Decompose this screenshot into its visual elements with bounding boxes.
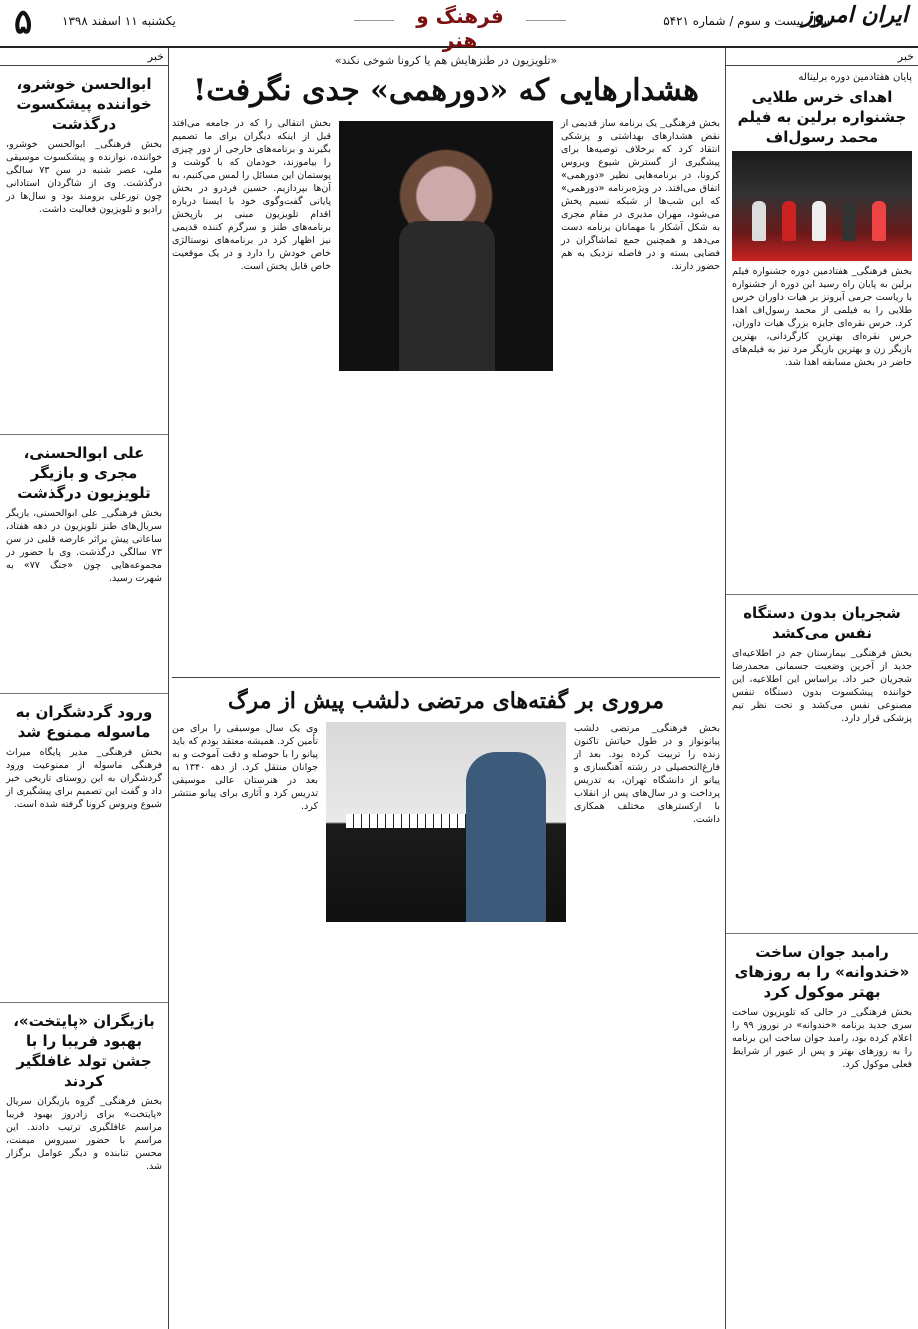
lead-kicker: «تلویزیون در طنزها‌یش هم یا کرونا شوخی نکند» — [334, 54, 558, 67]
story-shajarian — [726, 595, 918, 934]
pianist-figure — [466, 752, 546, 922]
story-title: علی ابوالحسنی، مجری و بازیگر تلویزیون درگذشت — [17, 444, 151, 502]
story-body: بخش فرهنگی_ مدیر پایگاه میراث فرهنگی ماسوله از ممنوعیت ورود گردشگران به این روستای تاریخی خبر داد و گفت این تصمیم برای پیشگیری از شیوع ویروس کرونا گرفته شده است. — [6, 747, 162, 810]
issue-date: یکشنبه ۱۱ اسفند ۱۳۹۸ — [62, 14, 176, 28]
second-article — [172, 722, 720, 1282]
lead-photo-wrap — [339, 117, 553, 677]
section-title: فرهنگ و هنر — [400, 4, 520, 36]
page-number: ۵ — [14, 2, 33, 42]
story-body: بخش فرهنگی_ گروه بازیگران سریال «پایتخت» برای زادروز بهبود فریبا مراسم غافلگیری ترتیب دادند. این مراسم با حضور سیروس میمنت، محسن تنابنده و دیگر عوامل برگزار شد. — [6, 1096, 162, 1172]
story-body: بخش فرهنگی_ علی ابوالحسنی، بازیگر سریال‌های طنز تلویزیون در دهه هفتاد، ساعاتی پیش براثر عارضه قلبی در سن ۷۳ سالگی درگذشت. وی با حضور در مجموعه‌هایی چون «جنگ ۷۷» به شهرت رسید. — [6, 508, 162, 584]
story-title: اهدای خرس طلایی جشنواره برلین به فیلم محمد رسول‌اف — [737, 88, 907, 146]
center-column — [172, 48, 720, 1329]
story-body: بخش فرهنگی_ در حالی که تلویزیون ساخت سری جدید برنامه «خندوانه» در نوروز ۹۹ را اعلام کرده بود، رامبد جوان ساخت این برنامه را به روزهای بهتر و پس از عبور از شرایط فعلی موکول کرد. — [732, 1007, 912, 1070]
presenter-photo — [339, 121, 553, 371]
story-body: بخش فرهنگی_ بیمارستان جم در اطلاعیه‌ای جدید از آخرین وضعیت جسمانی محمدرضا شجریان خبر داد. براساس این اطلاعیه، این خواننده پیشکسوت بدون دستگاه تنفس مصنوعی نفس می‌کشد و تحت نظر تیم پزشکی قرار دارد. — [732, 648, 912, 724]
story-paytakht — [0, 1003, 168, 1329]
story-khoshro — [0, 66, 168, 435]
newspaper-logo: ایران امروز — [802, 2, 908, 28]
festival-photo — [732, 151, 912, 261]
second-body-1: بخش فرهنگی_ مرتضی دلشب پیانونواز و در طول حیاتش تاکنون زنده را تربیت کرده بود. بعد از فارغ‌التحصیلی در رشته آهنگسازی و پیانو از دانشگاه تهران، به تدریس پرداخت و در سال‌های پس از انقلاب با ارکسترهای مختلف همکاری داشت. — [574, 723, 720, 825]
story-masuleh — [0, 694, 168, 1003]
story-title: رامبد جوان ساخت «خندوانه» را به روزهای بهتر موکول کرد — [734, 943, 910, 1001]
lead-article — [172, 117, 720, 677]
story-body: بخش فرهنگی_ ابوالحسن خوشرو، خواننده، نوازنده و پیشکسوت موسیقی ملی، عصر شنبه در سن ۷۳ سالگی درگذشت. وی از شاگردان استادانی چون نورعلی برومند بود و سال‌ها در رادیو و تلویزیون فعالیت داشت. — [6, 139, 162, 215]
story-subhead: پایان هفتادمین دوره برلیناله — [798, 72, 912, 83]
story-title: ابوالحسن خوشرو، خواننده پیشکسوت درگذشت — [16, 75, 152, 133]
column-label: خبر — [0, 48, 168, 66]
column-label: خبر — [726, 48, 918, 66]
story-title: شجریان بدون دستگاه نفس می‌کشد — [743, 604, 901, 642]
second-headline: مروری بر گفته‌های مرتضی دلشب پیش از مرگ — [227, 688, 665, 714]
story-abolhasani — [0, 435, 168, 694]
right-column — [725, 48, 918, 1329]
divider — [172, 677, 720, 678]
second-body-2: وی یک سال موسیقی را برای من تأمین کرد. همیشه معتقد بودم که باید پیانو را با حوصله و دقت آموخت و به جوانان منتقل کرد. از دهه ۱۳۴۰ به بعد در هنرستان عالی موسیقی تدریس کرد و آثاری برای پیانو منتشر کرد. — [172, 723, 318, 812]
lead-body-1: بخش فرهنگی_ یک برنامه ساز قدیمی از نقض هشدارهای بهداشتی و پزشکی انتقاد کرد که برخلاف توصیه‌ها برای پیشگیری از گسترش شیوع ویروس کرونا، در برنامه‌هایی نظیر «دورهمی» اتفاق می‌افتد. در ویژه‌برنامه «دورهمی» که این شب‌ها از شبکه نسیم پخش می‌شود، مهران مدیری در مقام مجری به شکل آشکار با مهمانان برنامه دست می‌دهد و همچنین جمع تماشاگران در فضایی بسته و در فاصله نزدیک به هم حضور دارند. — [561, 118, 720, 272]
story-body: بخش فرهنگی_ هفتادمین دوره جشنواره فیلم برلین به پایان راه رسید این دوره از جشنواره با ریاست جرمی آیرونز بر هیات داوران خرس طلایی را به فیلمی از محمد رسول‌اف اهدا کرد. خرس نقره‌ای جایزه بزرگ هیات داوران، خرس نقره‌ای بهترین کارگردانی، بهترین بازیگر زن و بهترین بازیگر مرد نیز به فیلم‌های حاضر در بخش مسابقه اهدا شد. — [732, 266, 912, 368]
story-berlin — [726, 66, 918, 595]
lead-headline: هشدارهایی که «دورهمی» جدی نگرفت! — [193, 73, 699, 108]
masthead — [0, 0, 918, 52]
left-column — [0, 48, 169, 1329]
story-title: ورود گردشگران به ماسوله ممنوع شد — [15, 703, 153, 741]
story-khandevaneh — [726, 934, 918, 1322]
issue-number: سال بیست و سوم / شماره ۵۴۲۱ — [663, 14, 830, 28]
pianist-photo — [326, 722, 566, 922]
piano-keys — [346, 814, 486, 828]
second-photo-wrap — [326, 722, 566, 1282]
lead-body-2: بخش انتقالی را که در جامعه می‌افتد قبل از اینکه دیگران برای ما تصمیم بگیرند و برنامه‌های خارجی از دور چیزی را بیاموزند، خودمان که با گوشت و پوستمان این مسائل را لمس می‌کنیم، به آن‌ها بپردازیم. حسین فردرو در بخش پایانی گفت‌وگوی خود با ایسنا درباره اقدام تلویزیون مبنی بر بازپخش برنامه‌های طنز و سرگرم کننده قدیمی نیز اظهار کرد در برنامه‌های نوستالژی خاص خودش را دارد و در یک موقعیت خاص قابل پخش است. — [172, 118, 331, 272]
story-title: بازیگران «پایتخت»، بهبود فریبا را با جشن تولد غافلگیر کردند — [13, 1012, 155, 1090]
